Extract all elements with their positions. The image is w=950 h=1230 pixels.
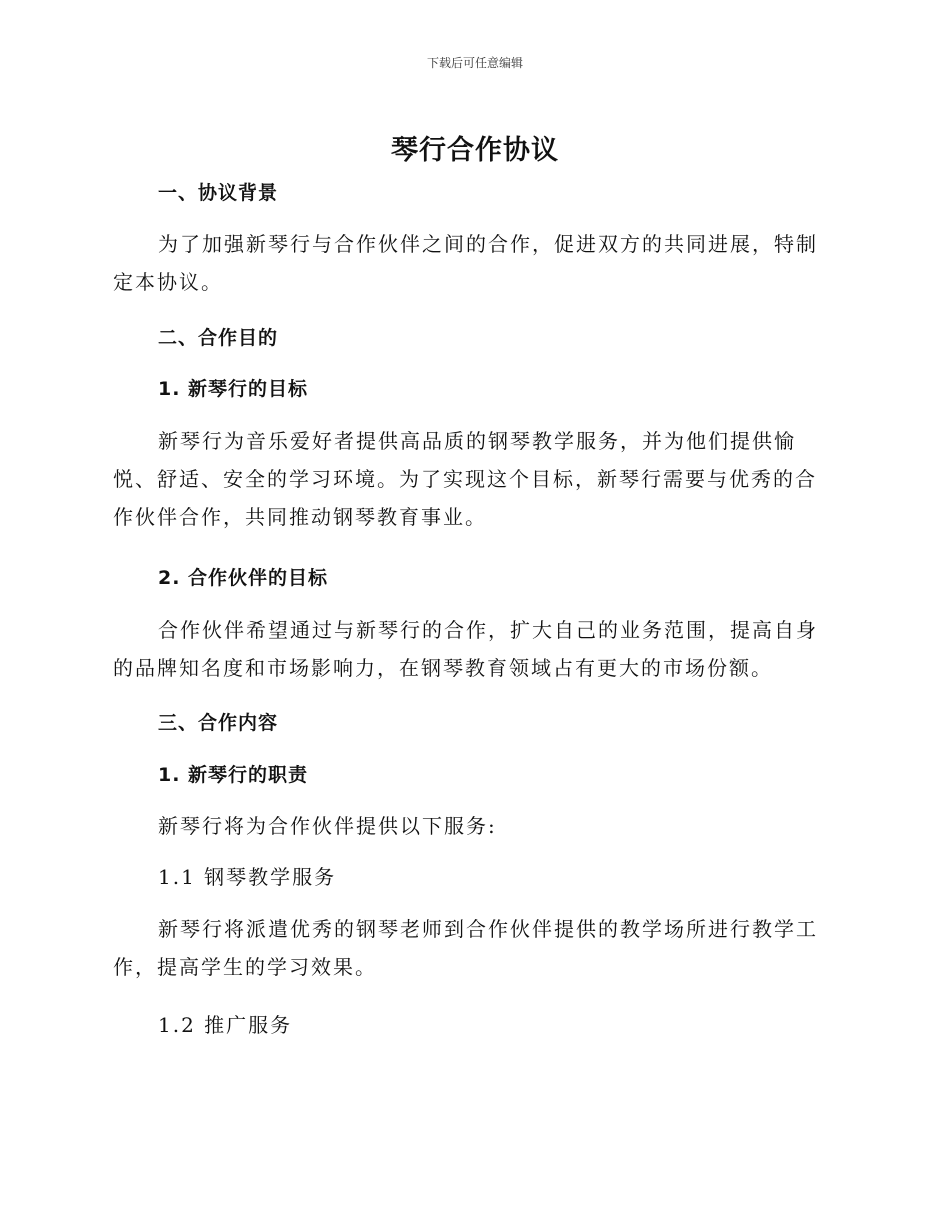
section-heading-background: 一、协议背景 — [158, 182, 279, 204]
subheading-partner-goal: 2. 合作伙伴的目标 — [158, 567, 329, 589]
header-note: 下载后可任意编辑 — [426, 56, 523, 70]
item-heading-promotion: 1.2 推广服务 — [158, 1013, 293, 1037]
subheading-store-duties: 1. 新琴行的职责 — [158, 764, 309, 786]
paragraph-background: 为了加强新琴行与合作伙伴之间的合作，促进双方的共同进展，特制定本协议。 — [113, 232, 818, 294]
item-heading-teaching: 1.1 钢琴教学服务 — [158, 865, 337, 889]
section-heading-content: 三、合作内容 — [158, 712, 279, 734]
paragraph-store-goal: 新琴行为音乐爱好者提供高品质的钢琴教学服务，并为他们提供愉悦、舒适、安全的学习环境。为了实现这个目标，新琴行需要与优秀的合作伙伴合作，共同推动钢琴教育事业。 — [113, 429, 817, 529]
section-heading-purpose: 二、合作目的 — [158, 327, 279, 349]
paragraph-partner-goal: 合作伙伴希望通过与新琴行的合作，扩大自己的业务范围，提高自身的品牌知名度和市场影响力，在钢琴教育领域占有更大的市场份额。 — [113, 618, 818, 680]
page-title: 琴行合作协议 — [391, 135, 559, 166]
paragraph-teaching: 新琴行将派遣优秀的钢琴老师到合作伙伴提供的教学场所进行教学工作，提高学生的学习效果。 — [113, 917, 818, 979]
paragraph-duties-intro: 新琴行将为合作伙伴提供以下服务: — [158, 814, 497, 838]
subheading-store-goal: 1. 新琴行的目标 — [158, 378, 309, 400]
